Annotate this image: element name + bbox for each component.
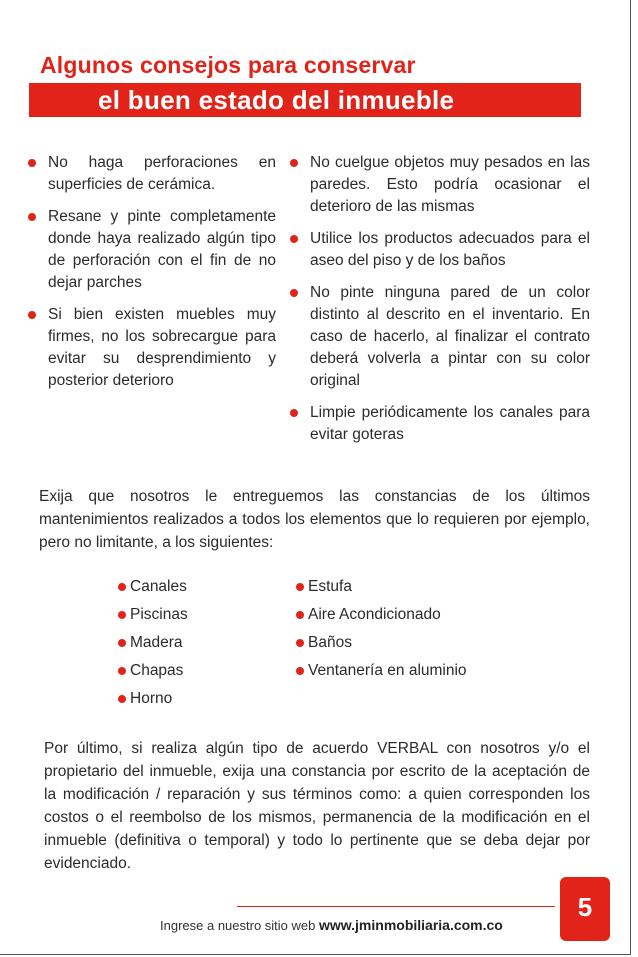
tip-item: No cuelgue objetos muy pesados en las paredes. Esto podría ocasionar el deterioro de las mismas	[288, 152, 590, 218]
website-link[interactable]: www.jminmobiliaria.com.co	[319, 917, 503, 933]
maintenance-list-left	[118, 573, 188, 713]
list-item: Canales	[118, 573, 188, 601]
bullet-icon	[118, 667, 126, 675]
bullet-icon	[290, 159, 298, 167]
bullet-icon	[118, 695, 126, 703]
bullet-icon	[118, 639, 126, 647]
list-item: Ventanería en aluminio	[296, 657, 467, 685]
bullet-icon	[118, 611, 126, 619]
tip-item: No haga perforaciones en superficies de cerámica.	[26, 152, 276, 196]
list-item: Aire Acondicionado	[296, 601, 467, 629]
tip-item: Si bien existen muebles muy firmes, no los sobrecargue para evitar su desprendimiento y posterior deterioro	[26, 304, 276, 392]
bullet-icon	[296, 611, 304, 619]
maintenance-paragraph: Exija que nosotros le entreguemos las constancias de los últimos mantenimientos realizados a todos los elementos que lo requieren por ejemplo, pero no limitante, a los siguientes:	[39, 488, 590, 551]
bullet-icon	[28, 159, 36, 167]
tips-right-column	[288, 152, 590, 456]
list-item: Baños	[296, 629, 467, 657]
tip-item: Resane y pinte completamente donde haya realizado algún tipo de perforación con el fin de no dejar parches	[26, 206, 276, 294]
bullet-icon	[28, 311, 36, 319]
page-number-badge: 5	[560, 877, 610, 941]
footer-divider	[237, 906, 555, 907]
list-item: Piscinas	[118, 601, 188, 629]
title-line-2: el buen estado del inmueble	[98, 85, 455, 115]
bullet-icon	[290, 289, 298, 297]
tip-item: Utilice los productos adecuados para el aseo del piso y de los baños	[288, 228, 590, 272]
footer-prefix: Ingrese a nuestro sitio web	[160, 918, 316, 933]
tips-left-column	[26, 152, 276, 402]
bullet-icon	[118, 583, 126, 591]
tip-item: Limpie periódicamente los canales para evitar goteras	[288, 402, 590, 446]
verbal-agreement-paragraph: Por último, si realiza algún tipo de acuerdo VERBAL con nosotros y/o el propietario del inmueble, exija una constancia por escrito de la aceptación de la modificación / reparación y sus términos como: a quien corresponden los costos o el reembolso de los mismos, permanencia de la modificación en el inmueble (definitiva o temporal) y todo lo pertinente que se deba dejar por evidenciado.	[44, 740, 590, 872]
title-line-1: Algunos consejos para conservar	[40, 52, 416, 78]
bullet-icon	[296, 667, 304, 675]
bullet-icon	[296, 639, 304, 647]
list-item: Estufa	[296, 573, 467, 601]
bullet-icon	[296, 583, 304, 591]
footer	[160, 917, 503, 933]
bullet-icon	[28, 213, 36, 221]
tip-item: No pinte ninguna pared de un color distinto al descrito en el inventario. En caso de hacerlo, al finalizar el contrato deberá volverla a pintar con su color original	[288, 282, 590, 392]
list-item: Horno	[118, 685, 188, 713]
list-item: Madera	[118, 629, 188, 657]
maintenance-list-right	[296, 573, 467, 685]
bullet-icon	[290, 409, 298, 417]
list-item: Chapas	[118, 657, 188, 685]
bullet-icon	[290, 235, 298, 243]
